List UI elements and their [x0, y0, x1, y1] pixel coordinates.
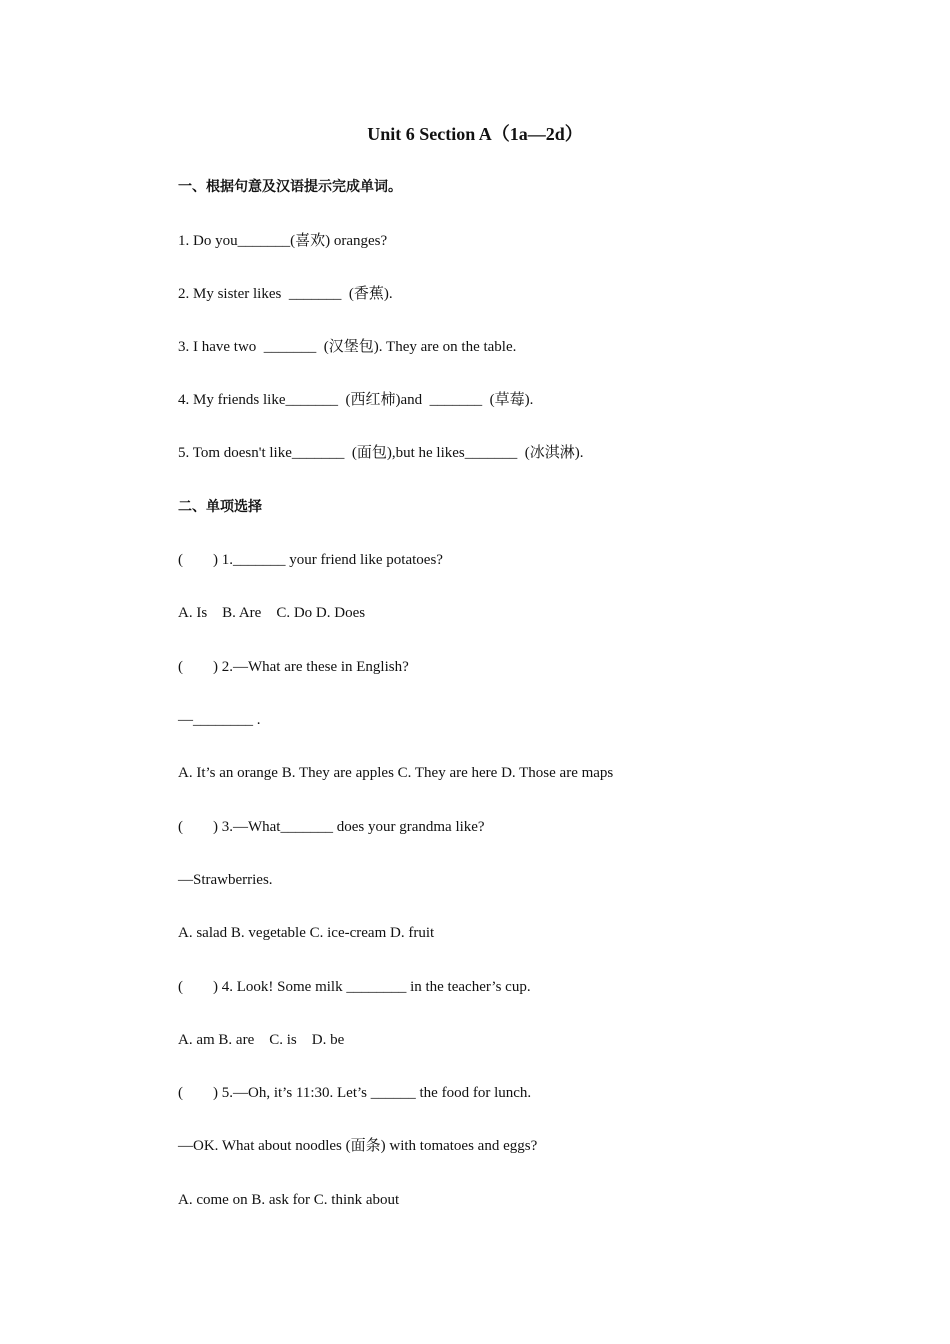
- question-2: ( ) 2.—What are these in English?: [178, 659, 409, 675]
- question-2-answer-line: —________ .: [178, 712, 261, 728]
- fill-blank-item-4: 4. My friends like_______ (西红柿)and _______ (草莓).: [178, 392, 534, 408]
- question-5-answer-line: —OK. What about noodles (面条) with tomatoes and eggs?: [178, 1138, 538, 1154]
- question-5: ( ) 5.—Oh, it’s 11:30. Let’s ______ the food for lunch.: [178, 1085, 532, 1101]
- question-3: ( ) 3.—What_______ does your grandma like?: [178, 819, 485, 835]
- question-4-options: A. am B. are C. is D. be: [178, 1032, 345, 1048]
- question-4: ( ) 4. Look! Some milk ________ in the teacher’s cup.: [178, 979, 531, 995]
- section-2-heading: 二、单项选择: [178, 499, 262, 515]
- question-3-answer-line: —Strawberries.: [178, 872, 273, 888]
- question-5-options: A. come on B. ask for C. think about: [178, 1192, 400, 1208]
- fill-blank-item-1: 1. Do you_______(喜欢) oranges?: [178, 233, 388, 249]
- fill-blank-item-3: 3. I have two _______ (汉堡包). They are on the table.: [178, 339, 517, 355]
- page-title: Unit 6 Section A（1a—2d）: [367, 124, 583, 144]
- section-1-heading: 一、根据句意及汉语提示完成单词。: [178, 179, 402, 195]
- question-1: ( ) 1._______ your friend like potatoes?: [178, 552, 443, 568]
- fill-blank-item-5: 5. Tom doesn't like_______ (面包),but he likes_______ (冰淇淋).: [178, 445, 584, 461]
- fill-blank-item-2: 2. My sister likes _______ (香蕉).: [178, 286, 393, 302]
- question-1-options: A. Is B. Are C. Do D. Does: [178, 605, 366, 621]
- question-3-options: A. salad B. vegetable C. ice-cream D. fruit: [178, 925, 435, 941]
- question-2-options: A. It’s an orange B. They are apples C. They are here D. Those are maps: [178, 765, 614, 781]
